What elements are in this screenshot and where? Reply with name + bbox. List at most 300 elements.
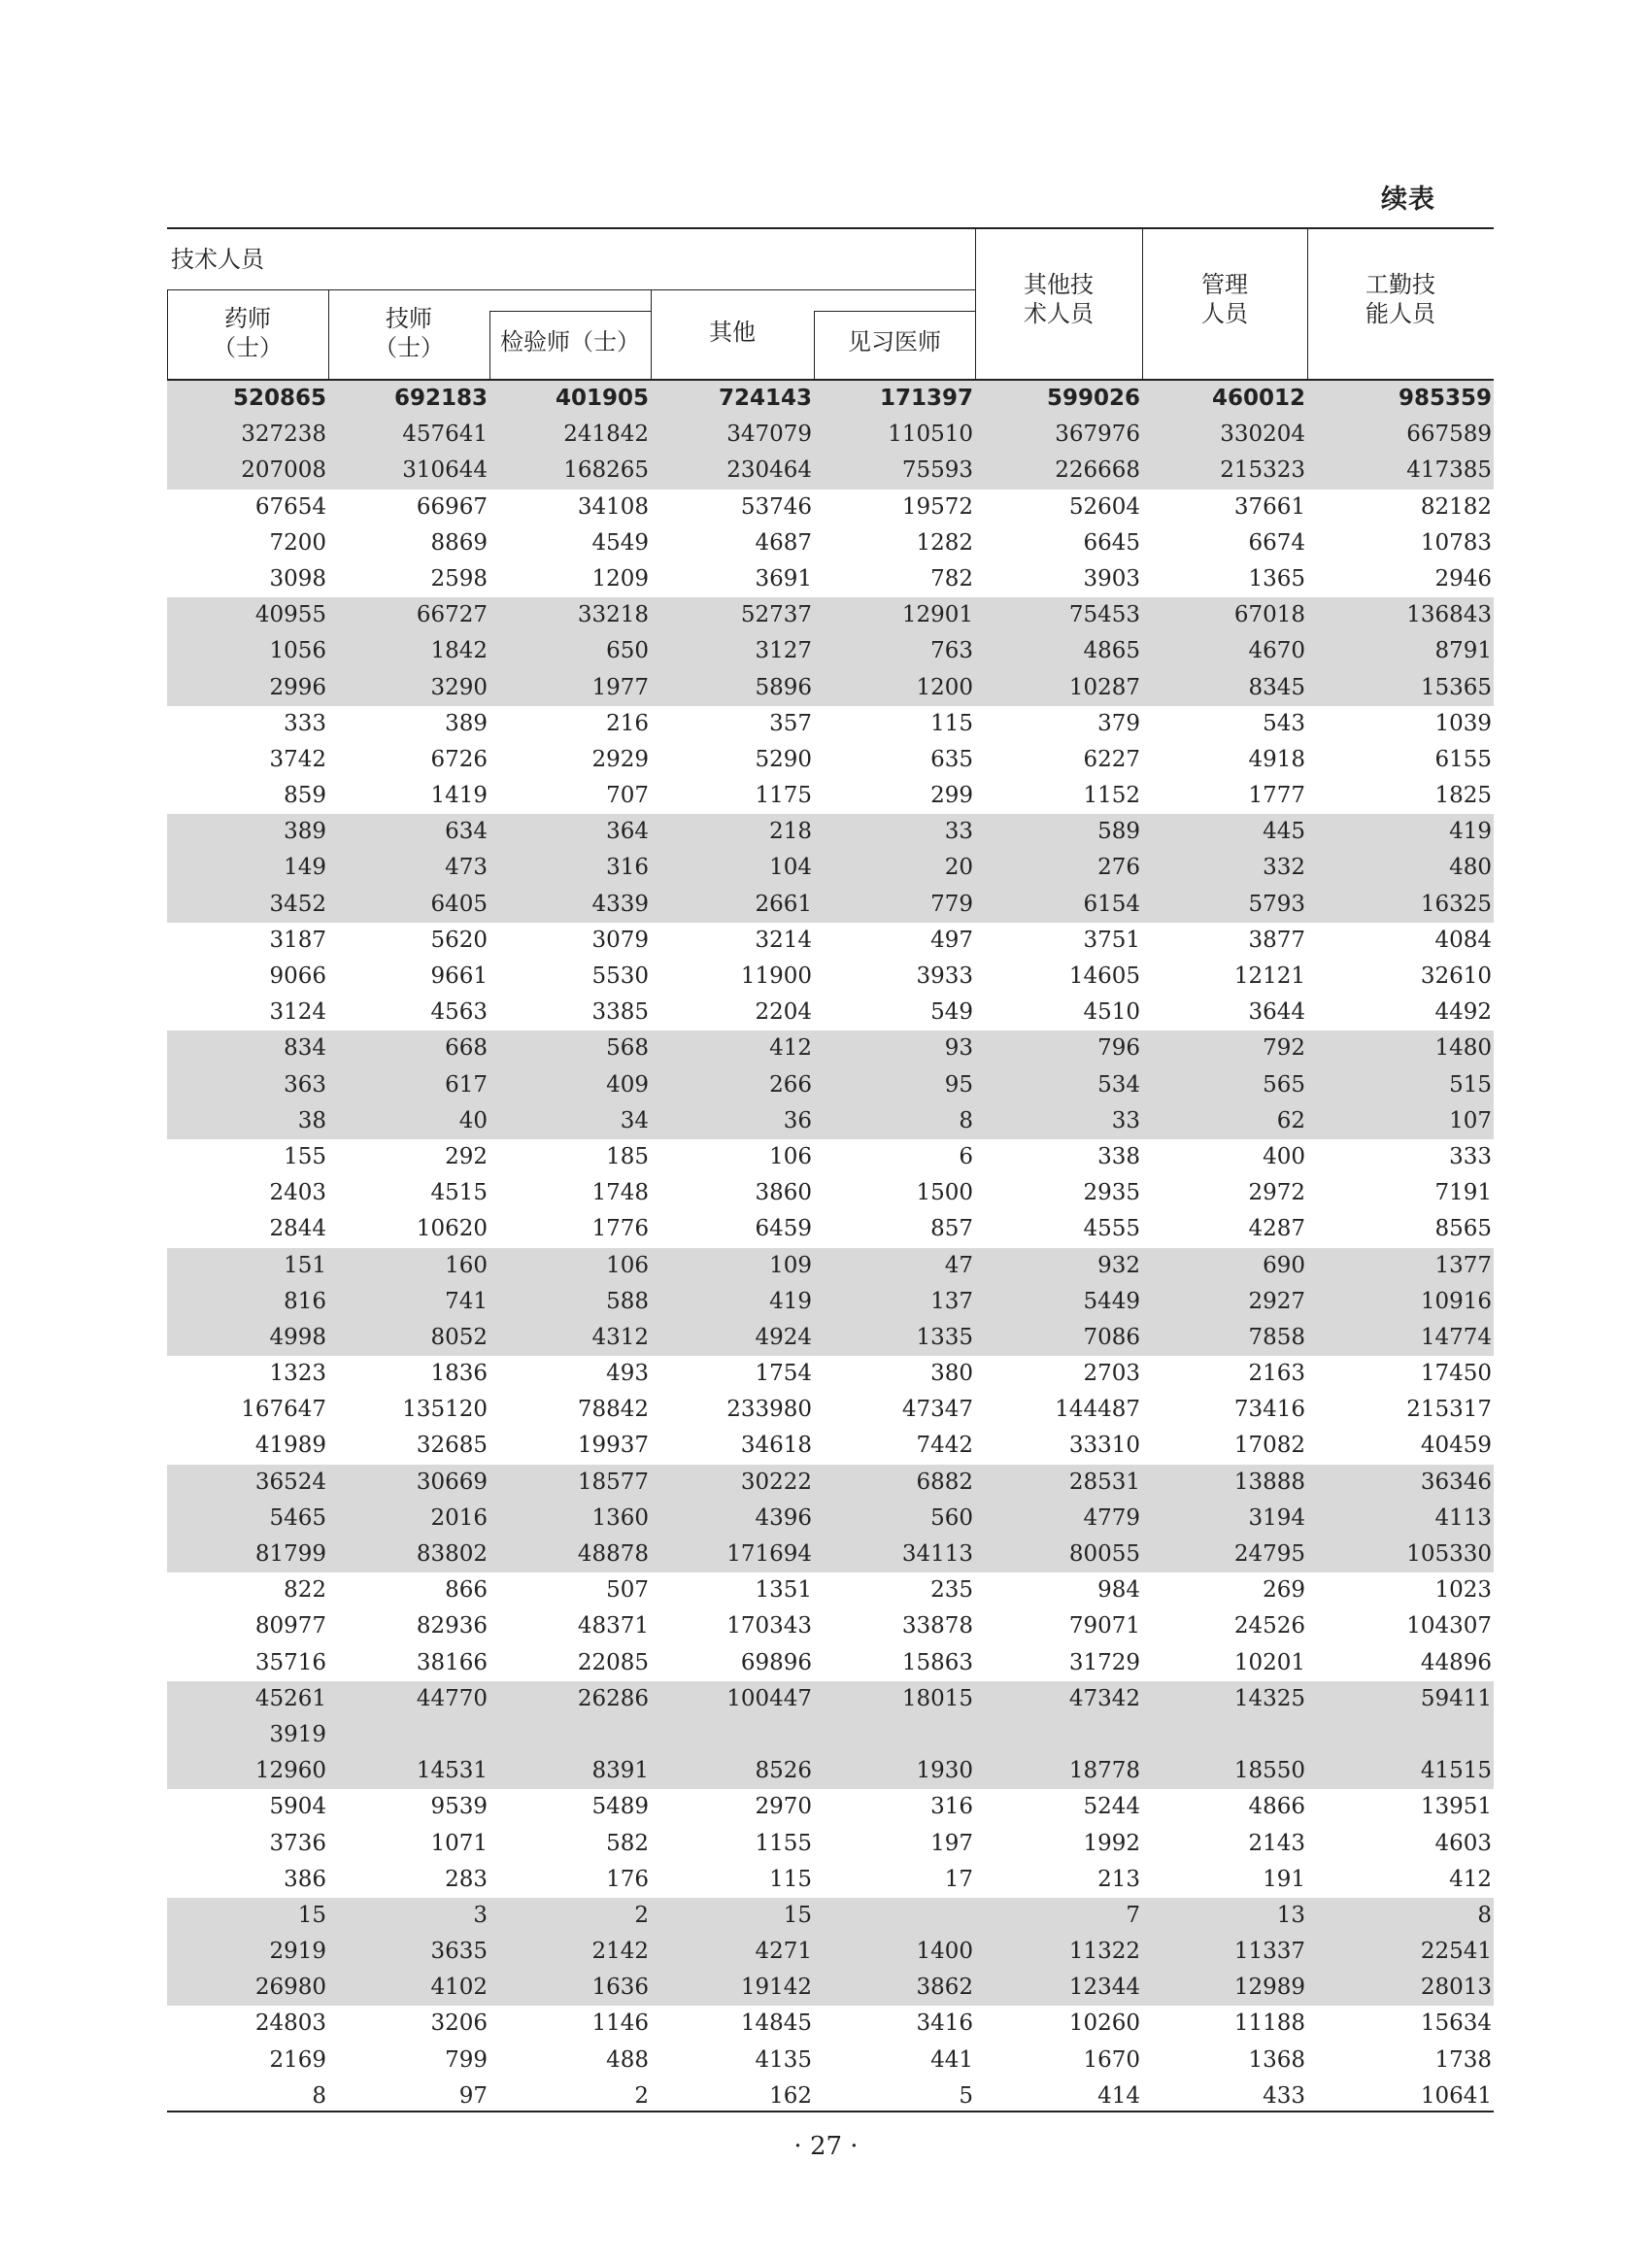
table-cell: 137 xyxy=(930,1288,973,1314)
table-cell: 75593 xyxy=(901,457,973,484)
table-row xyxy=(167,1356,1494,1392)
table-cell: 4687 xyxy=(755,529,812,556)
table-cell: 2703 xyxy=(1083,1361,1140,1387)
table-cell: 241842 xyxy=(563,422,649,448)
table-cell: 6405 xyxy=(430,891,488,917)
table-cell: 41989 xyxy=(254,1433,326,1459)
table-cell: 20 xyxy=(944,855,973,881)
table-cell: 13 xyxy=(1276,1902,1305,1928)
table-cell: 316 xyxy=(930,1794,973,1820)
table-cell: 144487 xyxy=(1055,1397,1140,1423)
table-cell: 8052 xyxy=(430,1324,488,1350)
table-cell: 4866 xyxy=(1248,1794,1305,1820)
table-row xyxy=(167,1139,1494,1175)
table-cell: 216 xyxy=(606,710,649,736)
table-cell: 78842 xyxy=(577,1397,649,1423)
table-cell: 5793 xyxy=(1248,891,1305,917)
table-row xyxy=(167,850,1494,886)
table-cell: 834 xyxy=(284,1035,326,1062)
table-row xyxy=(167,1970,1494,2006)
table-cell: 207008 xyxy=(241,457,326,484)
table-cell: 932 xyxy=(1097,1252,1140,1278)
table-cell: 3 xyxy=(473,1902,488,1928)
table-cell: 24795 xyxy=(1233,1541,1305,1567)
table-row xyxy=(167,887,1494,923)
table-cell: 73416 xyxy=(1233,1397,1305,1423)
table-cell: 14605 xyxy=(1068,963,1140,989)
table-cell: 10783 xyxy=(1420,529,1492,556)
table-cell: 6645 xyxy=(1083,529,1140,556)
table-cell: 792 xyxy=(1263,1035,1305,1062)
table-row xyxy=(167,1248,1494,1284)
table-cell: 171694 xyxy=(726,1541,812,1567)
table-cell: 104 xyxy=(769,855,812,881)
table-cell: 3416 xyxy=(916,2011,973,2037)
table-cell: 36 xyxy=(783,1107,812,1133)
table-cell: 412 xyxy=(769,1035,812,1062)
table-row xyxy=(167,1175,1494,1211)
table-cell: 316 xyxy=(606,855,649,881)
table-cell: 19937 xyxy=(577,1433,649,1459)
table-cell: 7200 xyxy=(269,529,326,556)
table-cell: 2142 xyxy=(591,1939,649,1965)
table-cell: 47 xyxy=(944,1252,973,1278)
table-cell: 473 xyxy=(445,855,488,881)
table-row xyxy=(167,995,1494,1031)
table-cell: 5465 xyxy=(269,1504,326,1531)
table-row xyxy=(167,1067,1494,1103)
table-cell: 15 xyxy=(297,1902,326,1928)
header-group-technical-staff: 技术人员 xyxy=(171,246,264,273)
table-bottom-rule xyxy=(167,2111,1494,2112)
table-row xyxy=(167,1284,1494,1320)
table-cell: 2598 xyxy=(430,565,488,591)
table-cell: 213 xyxy=(1097,1866,1140,1892)
table-cell: 33310 xyxy=(1068,1433,1140,1459)
table-cell: 3452 xyxy=(269,891,326,917)
table-cell: 543 xyxy=(1263,710,1305,736)
table-cell: 2016 xyxy=(430,1504,488,1531)
table-cell: 135120 xyxy=(402,1397,488,1423)
table-cell: 1480 xyxy=(1434,1035,1492,1062)
table-row xyxy=(167,959,1494,995)
table-cell: 18577 xyxy=(577,1469,649,1495)
table-cell: 2403 xyxy=(269,1180,326,1206)
table-cell: 779 xyxy=(930,891,973,917)
table-cell: 2204 xyxy=(755,999,812,1026)
table-cell: 1400 xyxy=(916,1939,973,1965)
table-cell: 3290 xyxy=(430,674,488,700)
table-cell: 1368 xyxy=(1248,2046,1305,2073)
table-cell: 635 xyxy=(930,746,973,772)
table-cell: 379 xyxy=(1097,710,1140,736)
header-management-staff: 管理 人员 xyxy=(1201,271,1248,327)
table-cell: 412 xyxy=(1449,1866,1492,1892)
table-cell: 4865 xyxy=(1083,638,1140,664)
table-cell: 796 xyxy=(1097,1035,1140,1062)
table-row xyxy=(167,1862,1494,1898)
table-cell: 79071 xyxy=(1068,1613,1140,1639)
table-cell: 3919 xyxy=(269,1721,326,1747)
table-cell: 34113 xyxy=(901,1541,973,1567)
table-cell: 6227 xyxy=(1083,746,1140,772)
table-cell: 10916 xyxy=(1420,1288,1492,1314)
table-cell: 363 xyxy=(284,1071,326,1098)
table-cell: 5620 xyxy=(430,927,488,953)
table-cell: 106 xyxy=(769,1143,812,1169)
table-cell: 6459 xyxy=(755,1216,812,1242)
table-cell: 36524 xyxy=(254,1469,326,1495)
table-cell: 191 xyxy=(1263,1866,1305,1892)
table-cell: 1023 xyxy=(1434,1577,1492,1604)
table-cell: 4549 xyxy=(591,529,649,556)
table-cell: 97 xyxy=(458,2082,488,2109)
table-cell: 480 xyxy=(1449,855,1492,881)
table-cell: 34108 xyxy=(577,493,649,520)
table-cell: 389 xyxy=(445,710,488,736)
table-cell: 2972 xyxy=(1248,1180,1305,1206)
table-cell: 34 xyxy=(620,1107,649,1133)
table-cell: 857 xyxy=(930,1216,973,1242)
table-cell: 3742 xyxy=(269,746,326,772)
table-cell: 8 xyxy=(1477,1902,1492,1928)
table-cell: 110510 xyxy=(888,422,973,448)
table-cell: 347079 xyxy=(726,422,812,448)
table-cell: 690 xyxy=(1263,1252,1305,1278)
table-cell: 617 xyxy=(445,1071,488,1098)
table-cell: 310644 xyxy=(402,457,488,484)
table-cell: 34618 xyxy=(740,1433,812,1459)
table-cell: 707 xyxy=(606,783,649,809)
table-cell: 109 xyxy=(769,1252,812,1278)
table-cell: 2996 xyxy=(269,674,326,700)
table-cell: 115 xyxy=(930,710,973,736)
table-cell: 3877 xyxy=(1248,927,1305,953)
table-cell: 5290 xyxy=(755,746,812,772)
table-cell: 3751 xyxy=(1083,927,1140,953)
table-cell: 10260 xyxy=(1068,2011,1140,2037)
table-row xyxy=(167,742,1494,778)
table-cell: 4084 xyxy=(1434,927,1492,953)
table-row xyxy=(167,525,1494,561)
table-cell: 859 xyxy=(284,783,326,809)
table-cell: 32685 xyxy=(416,1433,488,1459)
table-cell: 3385 xyxy=(591,999,649,1026)
table-cell: 414 xyxy=(1097,2082,1140,2109)
table-cell: 6674 xyxy=(1248,529,1305,556)
table-cell: 4287 xyxy=(1248,1216,1305,1242)
table-row xyxy=(167,1681,1494,1717)
table-cell: 380 xyxy=(930,1361,973,1387)
table-cell: 782 xyxy=(930,565,973,591)
table-cell: 40955 xyxy=(254,602,326,628)
table-cell: 13951 xyxy=(1420,1794,1492,1820)
continued-table-label: 续表 xyxy=(1381,185,1435,215)
table-row xyxy=(167,1934,1494,1970)
table-cell: 185 xyxy=(606,1143,649,1169)
table-cell: 31729 xyxy=(1068,1649,1140,1675)
table-cell: 417385 xyxy=(1406,457,1492,484)
table-cell: 26980 xyxy=(254,1975,326,2001)
table-row xyxy=(167,2006,1494,2042)
table-cell: 45261 xyxy=(254,1685,326,1711)
table-cell: 36346 xyxy=(1420,1469,1492,1495)
table-cell: 269 xyxy=(1263,1577,1305,1604)
table-cell: 3124 xyxy=(269,999,326,1026)
table-cell: 1748 xyxy=(591,1180,649,1206)
table-cell: 12121 xyxy=(1233,963,1305,989)
table-cell: 763 xyxy=(930,638,973,664)
table-cell: 984 xyxy=(1097,1577,1140,1604)
table-cell: 19142 xyxy=(740,1975,812,2001)
table-cell: 6155 xyxy=(1434,746,1492,772)
table-cell: 4918 xyxy=(1248,746,1305,772)
table-cell: 1175 xyxy=(755,783,812,809)
table-cell: 44770 xyxy=(416,1685,488,1711)
table-cell: 170343 xyxy=(726,1613,812,1639)
table-cell: 741 xyxy=(445,1288,488,1314)
table-cell: 1992 xyxy=(1083,1830,1140,1856)
table-cell: 5 xyxy=(959,2082,973,2109)
table-cell: 52737 xyxy=(740,602,812,628)
table-cell: 6154 xyxy=(1083,891,1140,917)
table-cell: 38 xyxy=(297,1107,326,1133)
table-cell: 4555 xyxy=(1083,1216,1140,1242)
table-cell: 24803 xyxy=(254,2011,326,2037)
table-cell: 2 xyxy=(634,1902,649,1928)
table-cell: 4998 xyxy=(269,1324,326,1350)
table-cell: 11322 xyxy=(1068,1939,1140,1965)
table-cell: 14845 xyxy=(740,2011,812,2037)
table-cell: 1776 xyxy=(591,1216,649,1242)
table-cell: 4510 xyxy=(1083,999,1140,1026)
table-cell: 7442 xyxy=(916,1433,973,1459)
table-cell: 2143 xyxy=(1248,1830,1305,1856)
table-row xyxy=(167,814,1494,850)
table-cell: 9539 xyxy=(430,1794,488,1820)
table-cell: 985359 xyxy=(1398,386,1492,411)
table-cell: 1670 xyxy=(1083,2046,1140,2073)
header-other-technical-staff: 其他技 术人员 xyxy=(1024,271,1094,327)
header-top-rule xyxy=(167,227,1494,229)
table-cell: 1360 xyxy=(591,1504,649,1531)
table-cell: 80055 xyxy=(1068,1541,1140,1567)
table-cell: 389 xyxy=(284,819,326,845)
table-cell: 1323 xyxy=(269,1361,326,1387)
table-cell: 1365 xyxy=(1248,565,1305,591)
table-cell: 151 xyxy=(284,1252,326,1278)
table-cell: 9661 xyxy=(430,963,488,989)
header-pharmacist: 药师 （士） xyxy=(213,305,283,361)
table-cell: 5530 xyxy=(591,963,649,989)
table-cell: 8391 xyxy=(591,1758,649,1784)
table-cell: 3644 xyxy=(1248,999,1305,1026)
table-cell: 4135 xyxy=(755,2046,812,2073)
table-cell: 1500 xyxy=(916,1180,973,1206)
table-cell: 2946 xyxy=(1434,565,1492,591)
sub-rule-lab xyxy=(489,311,651,312)
table-cell: 3214 xyxy=(755,927,812,953)
table-cell: 386 xyxy=(284,1866,326,1892)
table-row xyxy=(167,1537,1494,1572)
table-cell: 11337 xyxy=(1233,1939,1305,1965)
table-cell: 457641 xyxy=(402,422,488,448)
table-cell: 1335 xyxy=(916,1324,973,1350)
table-cell: 1056 xyxy=(269,638,326,664)
table-cell: 12989 xyxy=(1233,1975,1305,2001)
table-cell: 67654 xyxy=(254,493,326,520)
table-cell: 12960 xyxy=(254,1758,326,1784)
table-cell: 233980 xyxy=(726,1397,812,1423)
table-row xyxy=(167,670,1494,706)
table-cell: 16325 xyxy=(1420,891,1492,917)
table-cell: 419 xyxy=(1449,819,1492,845)
table-cell: 364 xyxy=(606,819,649,845)
table-cell: 2935 xyxy=(1083,1180,1140,1206)
table-cell: 4603 xyxy=(1434,1830,1492,1856)
table-cell: 162 xyxy=(769,2082,812,2109)
table-cell: 4102 xyxy=(430,1975,488,2001)
table-cell: 17 xyxy=(944,1866,973,1892)
table-cell: 3736 xyxy=(269,1830,326,1856)
table-cell: 588 xyxy=(606,1288,649,1314)
table-row xyxy=(167,1103,1494,1139)
table-cell: 52604 xyxy=(1068,493,1140,520)
table-cell: 5489 xyxy=(591,1794,649,1820)
table-cell: 3903 xyxy=(1083,565,1140,591)
table-cell: 15863 xyxy=(901,1649,973,1675)
table-cell: 549 xyxy=(930,999,973,1026)
table-cell: 667589 xyxy=(1406,422,1492,448)
table-cell: 565 xyxy=(1263,1071,1305,1098)
table-cell: 197 xyxy=(930,1830,973,1856)
table-cell: 30222 xyxy=(740,1469,812,1495)
table-row xyxy=(167,1428,1494,1464)
table-cell: 40459 xyxy=(1420,1433,1492,1459)
table-cell: 22541 xyxy=(1420,1939,1492,1965)
table-cell: 3194 xyxy=(1248,1504,1305,1531)
table-cell: 3933 xyxy=(916,963,973,989)
table-cell: 48371 xyxy=(577,1613,649,1639)
table-cell: 155 xyxy=(284,1143,326,1169)
table-cell: 176 xyxy=(606,1866,649,1892)
table-cell: 47342 xyxy=(1068,1685,1140,1711)
table-row xyxy=(167,381,1494,417)
table-cell: 4924 xyxy=(755,1324,812,1350)
table-cell: 1351 xyxy=(755,1577,812,1604)
table-cell: 115 xyxy=(769,1866,812,1892)
table-cell: 1754 xyxy=(755,1361,812,1387)
table-cell: 10641 xyxy=(1420,2082,1492,2109)
table-cell: 582 xyxy=(606,1830,649,1856)
table-row xyxy=(167,597,1494,633)
table-cell: 104307 xyxy=(1406,1613,1492,1639)
table-cell: 692183 xyxy=(393,386,488,411)
table-cell: 6 xyxy=(959,1143,973,1169)
table-cell: 507 xyxy=(606,1577,649,1604)
table-cell: 7 xyxy=(1126,1902,1140,1928)
table-cell: 149 xyxy=(284,855,326,881)
table-cell: 2661 xyxy=(755,891,812,917)
table-row xyxy=(167,1211,1494,1247)
table-cell: 276 xyxy=(1097,855,1140,881)
table-cell: 15634 xyxy=(1420,2011,1492,2037)
table-cell: 235 xyxy=(930,1577,973,1604)
table-cell: 1155 xyxy=(755,1830,812,1856)
table-cell: 283 xyxy=(445,1866,488,1892)
table-cell: 8565 xyxy=(1434,1216,1492,1242)
table-cell: 4396 xyxy=(755,1504,812,1531)
table-cell: 330204 xyxy=(1220,422,1305,448)
table-cell: 8 xyxy=(312,2082,326,2109)
table-row xyxy=(167,1898,1494,1934)
table-cell: 866 xyxy=(445,1577,488,1604)
table-cell: 33 xyxy=(1111,1107,1140,1133)
table-row xyxy=(167,1501,1494,1537)
table-cell: 1636 xyxy=(591,1975,649,2001)
table-cell: 106 xyxy=(606,1252,649,1278)
table-cell: 44896 xyxy=(1420,1649,1492,1675)
table-cell: 634 xyxy=(445,819,488,845)
table-cell: 14774 xyxy=(1420,1324,1492,1350)
table-cell: 82182 xyxy=(1420,493,1492,520)
table-cell: 488 xyxy=(606,2046,649,2073)
table-row xyxy=(167,1645,1494,1681)
table-cell: 4563 xyxy=(430,999,488,1026)
table-row xyxy=(167,1826,1494,1862)
header-intern-doctor: 见习医师 xyxy=(848,328,941,355)
table-cell: 32610 xyxy=(1420,963,1492,989)
table-cell: 11900 xyxy=(740,963,812,989)
table-cell: 299 xyxy=(930,783,973,809)
table-cell: 14325 xyxy=(1233,1685,1305,1711)
table-cell: 107 xyxy=(1449,1107,1492,1133)
table-cell: 215317 xyxy=(1406,1397,1492,1423)
table-cell: 4670 xyxy=(1248,638,1305,664)
table-cell: 2927 xyxy=(1248,1288,1305,1314)
table-cell: 10201 xyxy=(1233,1649,1305,1675)
table-cell: 2 xyxy=(634,2082,649,2109)
table-cell: 136843 xyxy=(1406,602,1492,628)
table-cell: 33218 xyxy=(577,602,649,628)
table-cell: 1071 xyxy=(430,1830,488,1856)
table-cell: 3635 xyxy=(430,1939,488,1965)
table-cell: 445 xyxy=(1263,819,1305,845)
table-row xyxy=(167,778,1494,814)
table-cell: 11188 xyxy=(1233,2011,1305,2037)
table-cell: 24526 xyxy=(1233,1613,1305,1639)
table-cell: 4492 xyxy=(1434,999,1492,1026)
table-cell: 333 xyxy=(1449,1143,1492,1169)
table-cell: 41515 xyxy=(1420,1758,1492,1784)
table-cell: 8345 xyxy=(1248,674,1305,700)
table-cell: 724143 xyxy=(718,386,812,411)
table-cell: 599026 xyxy=(1046,386,1140,411)
table-cell: 4779 xyxy=(1083,1504,1140,1531)
table-cell: 215323 xyxy=(1220,457,1305,484)
table-cell: 28531 xyxy=(1068,1469,1140,1495)
table-cell: 19572 xyxy=(901,493,973,520)
table-cell: 1200 xyxy=(916,674,973,700)
table-cell: 8791 xyxy=(1434,638,1492,664)
table-cell: 327238 xyxy=(241,422,326,448)
table-cell: 53746 xyxy=(740,493,812,520)
table-cell: 7858 xyxy=(1248,1324,1305,1350)
table-cell: 80977 xyxy=(254,1613,326,1639)
table-row xyxy=(167,490,1494,525)
table-row xyxy=(167,1608,1494,1644)
table-cell: 1930 xyxy=(916,1758,973,1784)
